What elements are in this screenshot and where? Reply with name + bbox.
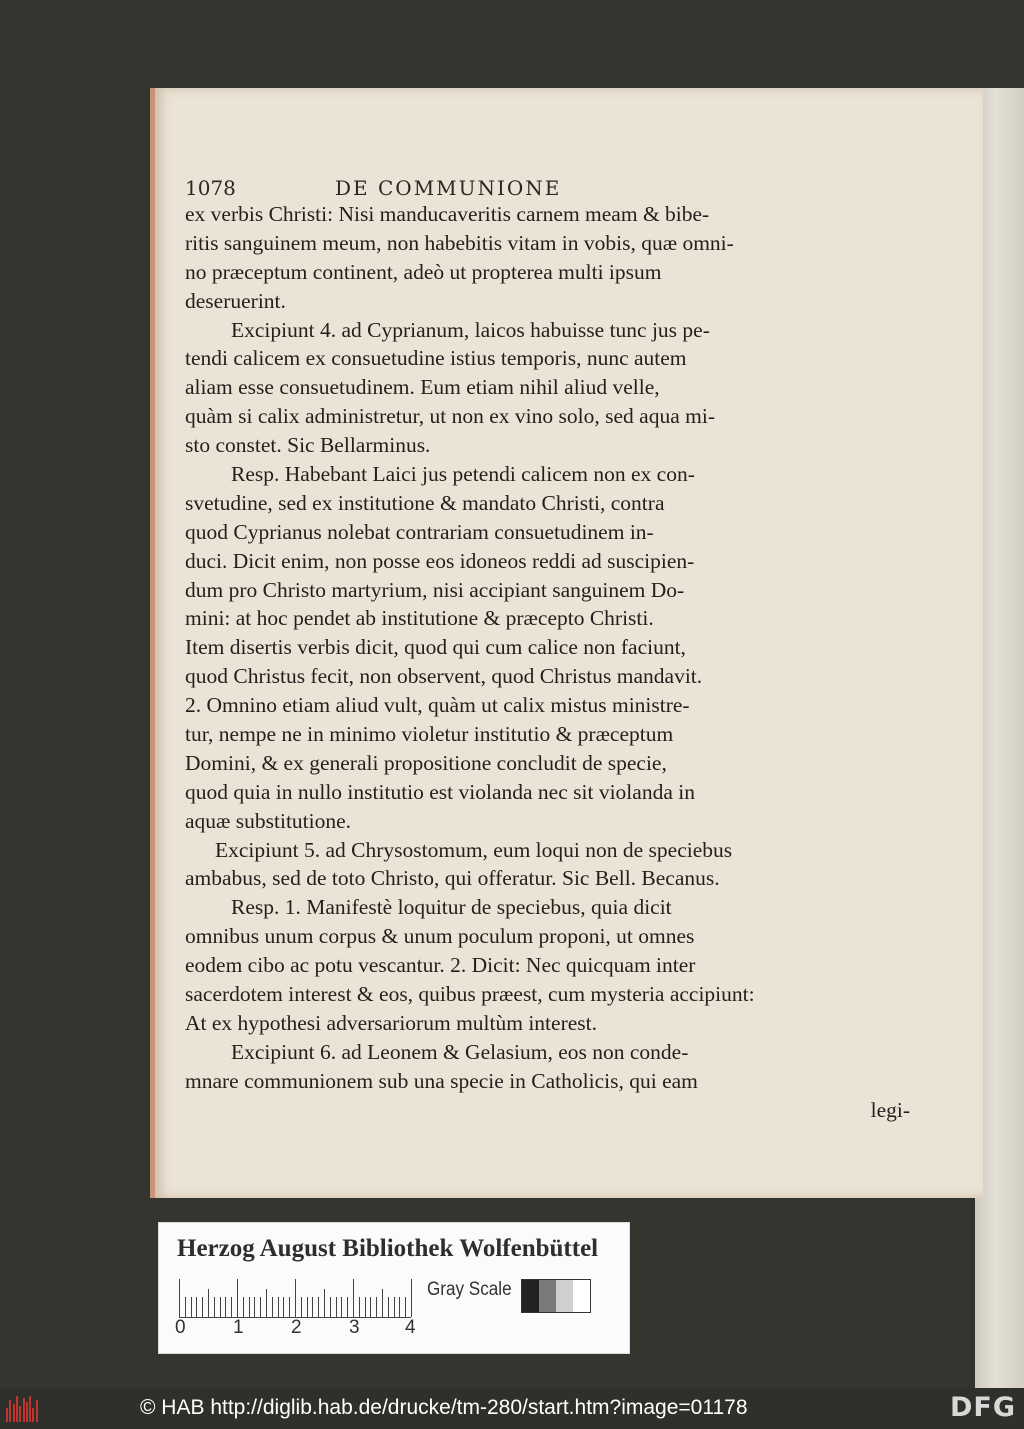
text-line: aquæ substitutione. xyxy=(185,808,352,833)
ruler-tick xyxy=(191,1297,192,1317)
text-line: quod Cyprianus nolebat contrariam consuetudinem in- xyxy=(185,519,654,544)
text-line: ambabus, sed de toto Christo, qui offeratur. Sic Bell. Becanus. xyxy=(185,866,720,891)
logo-bar xyxy=(19,1406,21,1422)
ruler-tick xyxy=(382,1289,383,1317)
gray-swatch xyxy=(522,1280,539,1312)
text-line: aliam esse consuetudinem. Eum etiam nihil aliud velle, xyxy=(185,375,660,400)
text-line: Item disertis verbis dicit, quod qui cum calice non faciunt, xyxy=(185,635,686,660)
ruler-number: 2 xyxy=(291,1317,302,1338)
ruler-tick xyxy=(353,1279,354,1317)
page-body-text xyxy=(185,200,935,1125)
ruler-tick xyxy=(347,1297,348,1317)
text-line: sto constet. Sic Bellarminus. xyxy=(185,433,431,458)
ruler-tick xyxy=(336,1297,337,1317)
text-line: sacerdotem interest & eos, quibus præest, cum mysteria accipiunt: xyxy=(185,982,755,1007)
ruler-tick xyxy=(220,1297,221,1317)
text-line: quàm si calix administretur, ut non ex vino solo, sed aqua mi- xyxy=(185,404,715,429)
logo-bar xyxy=(9,1400,11,1422)
logo-bar xyxy=(29,1396,31,1422)
ruler-tick xyxy=(196,1297,197,1317)
ruler-tick xyxy=(237,1279,238,1317)
logo-bar xyxy=(6,1408,8,1422)
text-line: Excipiunt 6. ad Leonem & Gelasium, eos non conde- xyxy=(231,1039,689,1064)
text-line: svetudine, sed ex institutione & mandato Christi, contra xyxy=(185,490,665,515)
text-line: tur, nempe ne in minimo violetur institutio & præceptum xyxy=(185,722,674,747)
ruler-tick xyxy=(283,1297,284,1317)
ruler-tick xyxy=(405,1297,406,1317)
ruler-tick xyxy=(324,1289,325,1317)
ruler-tick xyxy=(231,1297,232,1317)
ruler-number: 3 xyxy=(349,1317,360,1338)
text-line: duci. Dicit enim, non posse eos idoneos reddi ad suscipien- xyxy=(185,548,695,573)
page-number: 1078 xyxy=(185,176,236,200)
text-line: Resp. 1. Manifestè loquitur de speciebus, quia dicit xyxy=(231,895,672,920)
ruler-tick xyxy=(330,1297,331,1317)
ruler-tick xyxy=(185,1297,186,1317)
ruler-number: 1 xyxy=(233,1317,244,1338)
text-line: tendi calicem ex consuetudine istius temporis, nunc autem xyxy=(185,346,687,371)
ruler-tick xyxy=(202,1297,203,1317)
text-line: Resp. Habebant Laici jus petendi calicem non ex con- xyxy=(231,462,695,487)
ruler-tick xyxy=(179,1279,180,1317)
ruler-tick xyxy=(278,1297,279,1317)
ruler-tick xyxy=(295,1279,296,1317)
logo-bar xyxy=(23,1398,25,1422)
library-name: Herzog August Bibliothek Wolfenbüttel xyxy=(177,1235,599,1262)
ruler-tick xyxy=(260,1297,261,1317)
library-label xyxy=(158,1222,630,1354)
text-line: Excipiunt 5. ad Chrysostomum, eum loqui non de speciebus xyxy=(215,837,733,862)
ruler-tick xyxy=(394,1297,395,1317)
text-line: quod quia in nullo institutio est violanda nec sit violanda in xyxy=(185,779,695,804)
text-line: no præceptum continent, adeò ut propterea multi ipsum xyxy=(185,259,662,284)
gray-swatch xyxy=(556,1280,573,1312)
ruler-tick xyxy=(359,1297,360,1317)
text-line: ritis sanguinem meum, non habebitis vitam in vobis, quæ omni- xyxy=(185,230,734,255)
ruler-tick xyxy=(254,1297,255,1317)
hab-barcode-icon xyxy=(6,1396,40,1422)
ruler-number: 4 xyxy=(405,1317,416,1338)
text-line: mnare communionem sub una specie in Catholicis, qui eam xyxy=(185,1068,698,1093)
ruler-tick xyxy=(266,1289,267,1317)
ruler-tick xyxy=(272,1297,273,1317)
ruler-tick xyxy=(208,1289,209,1317)
text-line: ex verbis Christi: Nisi manducaveritis carnem meam & bibe- xyxy=(185,202,710,226)
ruler-tick xyxy=(243,1297,244,1317)
text-line: mini: at hoc pendet ab institutione & præcepto Christi. xyxy=(185,606,654,631)
ruler-tick xyxy=(376,1297,377,1317)
logo-bar xyxy=(16,1396,18,1422)
text-line: quod Christus fecit, non observent, quod Christus mandavit. xyxy=(185,664,703,689)
gray-scale-label: Gray Scale xyxy=(427,1279,512,1300)
ruler-tick xyxy=(307,1297,308,1317)
gray-scale-swatches xyxy=(521,1279,591,1313)
text-line: legi- xyxy=(870,1097,910,1122)
footer-bar xyxy=(0,1388,1024,1429)
ruler-tick xyxy=(214,1297,215,1317)
logo-bar xyxy=(32,1408,34,1422)
text-line: eodem cibo ac potu vescantur. 2. Dicit: Nec quicquam inter xyxy=(185,953,696,978)
ruler-tick xyxy=(365,1297,366,1317)
running-head: DE COMMUNIONE xyxy=(335,176,562,200)
text-line: dum pro Christo martyrium, nisi accipiant sanguinem Do- xyxy=(185,577,685,602)
logo-bar xyxy=(36,1400,38,1422)
ruler-tick xyxy=(370,1297,371,1317)
text-line: Domini, & ex generali propositione concludit de specie, xyxy=(185,750,667,775)
ruler-tick xyxy=(312,1297,313,1317)
logo-bar xyxy=(26,1402,28,1422)
text-line: deseruerint. xyxy=(185,288,286,313)
text-line: Excipiunt 4. ad Cyprianum, laicos habuisse tunc jus pe- xyxy=(231,317,710,342)
ruler-tick xyxy=(399,1297,400,1317)
ruler-tick xyxy=(225,1297,226,1317)
gray-swatch xyxy=(573,1280,590,1312)
copyright-url[interactable]: © HAB http://diglib.hab.de/drucke/tm-280/start.htm?image=01178 xyxy=(140,1396,748,1419)
measurement-ruler xyxy=(179,1277,411,1318)
text-line: omnibus unum corpus & unum poculum proponi, ut omnes xyxy=(185,924,695,949)
ruler-tick xyxy=(301,1297,302,1317)
ruler-number: 0 xyxy=(175,1317,186,1338)
dfg-logo: DFG xyxy=(949,1392,1016,1423)
ruler-tick xyxy=(289,1297,290,1317)
text-line: 2. Omnino etiam aliud vult, quàm ut calix mistus ministre- xyxy=(185,693,690,718)
ruler-tick xyxy=(388,1297,389,1317)
ruler-tick xyxy=(249,1297,250,1317)
ruler-tick xyxy=(341,1297,342,1317)
logo-bar xyxy=(13,1404,15,1422)
text-line: At ex hypothesi adversariorum multùm interest. xyxy=(185,1010,597,1035)
ruler-tick xyxy=(411,1279,412,1317)
gray-swatch xyxy=(539,1280,556,1312)
ruler-tick xyxy=(318,1297,319,1317)
